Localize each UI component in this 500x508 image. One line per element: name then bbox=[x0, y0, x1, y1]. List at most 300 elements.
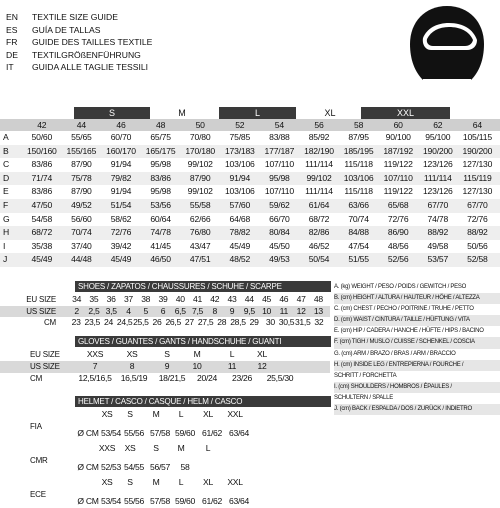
table-cell: 83/86 bbox=[150, 172, 171, 183]
glove-size-cell: L bbox=[229, 349, 235, 359]
table-cell: 79/82 bbox=[110, 172, 132, 183]
shoe-size-cell: 42 bbox=[210, 294, 220, 304]
size-m-label: M bbox=[178, 108, 186, 118]
shoe-size-cell: 39 bbox=[158, 294, 168, 304]
table-cell: 72/76 bbox=[467, 213, 488, 224]
shoe-size-cell: 27 bbox=[184, 317, 194, 327]
glove-size-cell: 23/26 bbox=[231, 373, 252, 383]
shoes-title: SHOES / ZAPATOS / CHAUSSURES / SCHUHE / SCARPE bbox=[75, 281, 331, 292]
lang-code: ES bbox=[6, 24, 18, 35]
table-cell: 187/192 bbox=[383, 145, 414, 156]
shoe-size-cell: 25,5 bbox=[133, 317, 149, 327]
table-cell: 165/175 bbox=[145, 145, 176, 156]
shoe-size-cell: 47 bbox=[296, 294, 306, 304]
table-cell: 74/78 bbox=[150, 227, 171, 238]
table-cell: 99/102 bbox=[187, 186, 213, 197]
size-row-g bbox=[0, 213, 500, 227]
table-cell: 47/50 bbox=[31, 199, 53, 210]
legend-line: B. (cm) HEIGHT / ALTURA / HAUTEUR / HÖHE / ALTEZZA bbox=[334, 293, 500, 304]
shoe-size-cell: 8 bbox=[212, 305, 217, 316]
legend-line: A. (kg) WEIGHT / PESO / POIDS / GEWITCH / PESO bbox=[334, 284, 467, 290]
table-cell: 115/119 bbox=[463, 172, 492, 183]
table-cell: 70/74 bbox=[348, 213, 369, 224]
shoe-size-cell: 48 bbox=[313, 294, 323, 304]
shoe-size-cell: 26 bbox=[152, 317, 162, 327]
lang-title: GUIDA ALLE TAGLIE TESSILI bbox=[32, 62, 149, 72]
row-letter: I bbox=[3, 240, 6, 251]
table-cell: 99/102 bbox=[306, 172, 332, 183]
helmet-size-cell: XS bbox=[124, 443, 136, 453]
glove-size-cell: 18/21,5 bbox=[158, 373, 186, 383]
legend-line: C. (cm) CHEST / PECHO / POITRINE / TRUHE / PETTO bbox=[334, 306, 474, 313]
helmet-size-cell: XXS bbox=[98, 443, 116, 453]
legend-line: J. (cm) BACK / ESPALDA / DOS / ZURÜCK / INDIETRO bbox=[334, 404, 500, 415]
helmet-size-cell: L bbox=[205, 443, 211, 453]
row-letter: G bbox=[3, 213, 10, 224]
table-cell: 86/90 bbox=[387, 227, 409, 238]
shoe-size-cell: 26,5 bbox=[165, 317, 181, 327]
lang-title: GUÍA DE TALLAS bbox=[32, 24, 101, 35]
table-cell: 87/90 bbox=[189, 172, 211, 183]
table-cell: 52/58 bbox=[467, 254, 488, 265]
helmet-size-cell: M bbox=[152, 477, 160, 487]
table-cell: 107/110 bbox=[264, 159, 294, 170]
shoe-size-cell: 13 bbox=[313, 305, 323, 316]
helmet-standard-label: ECE bbox=[30, 489, 46, 499]
row-letter: J bbox=[3, 254, 8, 265]
table-cell: 90/100 bbox=[385, 132, 411, 142]
table-cell: 83/86 bbox=[31, 159, 53, 170]
measurement-legend bbox=[334, 282, 500, 415]
row-letter: D bbox=[3, 172, 10, 183]
table-cell: 99/102 bbox=[187, 159, 213, 170]
table-cell: 84/88 bbox=[348, 227, 369, 238]
helmet-size-cell: XS bbox=[101, 409, 113, 419]
helmet-title: HELMET / CASCO / CASQUE / HELM / CASCO bbox=[75, 396, 331, 407]
helmet-cm-label: Ø CM bbox=[77, 462, 99, 472]
table-cell: 70/74 bbox=[71, 227, 92, 238]
table-cell: 111/114 bbox=[423, 172, 452, 183]
glove-size-cell: 10 bbox=[192, 361, 202, 371]
table-cell: 50/56 bbox=[467, 240, 488, 251]
table-cell: 82/86 bbox=[308, 227, 330, 238]
table-cell: 52/56 bbox=[387, 254, 409, 265]
column-header: 52 bbox=[235, 120, 245, 130]
shoe-size-cell: 3,5 bbox=[105, 305, 117, 316]
helmet-size-row bbox=[0, 477, 330, 489]
size-row-j bbox=[0, 253, 500, 267]
shoe-size-cell: 24 bbox=[103, 317, 113, 327]
table-cell: 72/76 bbox=[387, 213, 409, 224]
helmet-cm-cell: 53/54 bbox=[100, 428, 121, 438]
helmet-size-cell: S bbox=[127, 477, 133, 487]
row-letter: F bbox=[3, 199, 9, 210]
table-cell: 74/78 bbox=[427, 213, 449, 224]
shoe-size-cell: 41 bbox=[193, 294, 202, 304]
shoe-size-cell: 32 bbox=[314, 317, 324, 327]
helmet-cm-cell: 54/55 bbox=[123, 462, 144, 472]
helmet-icon bbox=[405, 2, 489, 84]
shoe-row bbox=[0, 317, 330, 329]
legend-line: H. (cm) INSIDE LEG / ENTREPIERNA / FOURCHE / bbox=[334, 360, 500, 371]
table-cell: 190/200 bbox=[422, 145, 453, 156]
table-cell: 185/195 bbox=[343, 145, 374, 156]
glove-size-cell: XXS bbox=[86, 349, 104, 359]
size-s-label: S bbox=[74, 107, 150, 119]
column-header: 62 bbox=[433, 120, 443, 130]
table-cell: 155/165 bbox=[66, 145, 97, 156]
shoe-size-cell: 45 bbox=[262, 294, 272, 304]
table-cell: 44/48 bbox=[71, 254, 92, 265]
table-cell: 49/53 bbox=[269, 254, 290, 265]
helmet-size-cell: S bbox=[153, 443, 159, 453]
helmet-cm-cell: 61/62 bbox=[201, 428, 222, 438]
table-cell: 49/52 bbox=[71, 199, 92, 210]
table-cell: 55/65 bbox=[71, 132, 92, 142]
table-cell: 50/54 bbox=[308, 254, 330, 265]
lang-code: DE bbox=[6, 49, 18, 60]
shoe-row-label: CM bbox=[43, 318, 56, 327]
helmet-size-cell: M bbox=[152, 409, 160, 419]
shoe-size-cell: 11 bbox=[279, 305, 288, 316]
table-cell: 56/60 bbox=[71, 213, 92, 224]
table-cell: 160/170 bbox=[106, 145, 136, 156]
table-cell: 95/98 bbox=[150, 159, 171, 170]
shoe-size-cell: 23 bbox=[71, 317, 81, 327]
glove-size-cell: XS bbox=[126, 349, 138, 359]
size-row-a bbox=[0, 131, 500, 145]
table-cell: 51/54 bbox=[110, 199, 132, 210]
table-cell: 190/200 bbox=[462, 145, 493, 156]
helmet-standard-label: FIA bbox=[30, 421, 42, 431]
table-cell: 83/86 bbox=[31, 186, 53, 197]
table-cell: 60/70 bbox=[110, 132, 132, 142]
shoe-size-cell: 10 bbox=[262, 305, 272, 316]
column-header: 44 bbox=[76, 120, 86, 130]
helmet-cm-cell: 59/60 bbox=[174, 428, 195, 438]
table-cell: 95/98 bbox=[150, 186, 171, 197]
glove-size-cell: 16,5/19 bbox=[120, 373, 148, 383]
helmet-cm-cell: 58 bbox=[180, 462, 190, 472]
table-cell: 83/88 bbox=[269, 132, 290, 142]
table-cell: 91/94 bbox=[110, 159, 132, 170]
table-cell: 39/42 bbox=[110, 240, 132, 251]
table-cell: 103/106 bbox=[343, 172, 374, 183]
helmet-cm-cell: 57/58 bbox=[149, 428, 170, 438]
table-cell: 88/92 bbox=[467, 227, 488, 238]
shoe-size-cell: 44 bbox=[244, 294, 254, 304]
size-grid bbox=[0, 119, 500, 267]
helmet-cm-cell: 55/56 bbox=[123, 496, 144, 506]
size-xl-label: XL bbox=[324, 108, 336, 118]
helmet-cm-label: Ø CM bbox=[77, 496, 99, 506]
table-cell: 87/90 bbox=[71, 159, 92, 170]
shoe-size-cell: 27,5 bbox=[197, 317, 214, 327]
size-label-bar bbox=[0, 107, 500, 119]
table-cell: 58/62 bbox=[110, 213, 132, 224]
glove-row bbox=[0, 373, 330, 385]
helmet-size-cell: XL bbox=[203, 477, 213, 487]
table-cell: 45/50 bbox=[269, 240, 290, 251]
shoe-size-cell: 31,5 bbox=[294, 317, 311, 327]
glove-size-cell: 12 bbox=[257, 361, 267, 371]
table-cell: 107/110 bbox=[264, 186, 294, 197]
table-cell: 76/80 bbox=[189, 227, 211, 238]
column-header: 58 bbox=[354, 120, 364, 130]
row-letter: B bbox=[3, 145, 9, 156]
table-cell: 87/90 bbox=[71, 186, 92, 197]
lang-row-es bbox=[6, 24, 266, 37]
helmet-cm-cell: 57/58 bbox=[149, 496, 170, 506]
legend-line: G. (cm) ARM / BRAZO / BRAS / ARM / BRACCIO bbox=[334, 350, 456, 357]
table-cell: 61/64 bbox=[308, 199, 330, 210]
size-row-i bbox=[0, 240, 500, 254]
shoe-size-cell: 2 bbox=[74, 305, 79, 316]
lang-title: GUIDE DES TAILLES TEXTILE bbox=[32, 37, 153, 47]
table-cell: 67/70 bbox=[467, 199, 488, 210]
table-cell: 127/130 bbox=[462, 186, 493, 197]
table-cell: 80/84 bbox=[269, 227, 290, 238]
glove-size-cell: 7 bbox=[92, 361, 98, 371]
legend-line: SCHULTERN / SPALLE bbox=[334, 394, 393, 401]
lang-title: TEXTILE SIZE GUIDE bbox=[32, 12, 118, 22]
table-cell: 170/180 bbox=[185, 145, 216, 156]
shoe-row-label: EU SIZE bbox=[26, 295, 56, 304]
glove-size-cell: 9 bbox=[164, 361, 170, 371]
table-cell: 103/106 bbox=[224, 159, 255, 170]
table-cell: 71/74 bbox=[31, 172, 53, 183]
table-cell: 182/190 bbox=[304, 145, 334, 156]
glove-row-label: EU SIZE bbox=[30, 350, 60, 359]
table-cell: 50/60 bbox=[31, 132, 53, 142]
glove-row-label: CM bbox=[30, 374, 43, 383]
glove-row bbox=[0, 349, 330, 361]
column-header: 46 bbox=[116, 120, 126, 130]
helmet-size-cell: M bbox=[177, 443, 185, 453]
helmet-size-cell: XL bbox=[203, 409, 213, 419]
table-cell: 95/100 bbox=[425, 132, 451, 142]
table-cell: 35/38 bbox=[31, 240, 53, 251]
shoe-size-cell: 46 bbox=[279, 294, 289, 304]
table-cell: 85/92 bbox=[308, 132, 330, 142]
helmet-cm-row bbox=[0, 462, 330, 474]
size-xxl-label: XXL bbox=[361, 107, 450, 119]
glove-size-cell: M bbox=[193, 349, 201, 359]
shoe-size-cell: 43 bbox=[227, 294, 237, 304]
legend-line: F. (cm) TIGH / MUSLO / CUISSE / SCHENKEL / COSCIA bbox=[334, 337, 500, 348]
size-row-h bbox=[0, 226, 500, 240]
table-cell: 75/85 bbox=[229, 132, 251, 142]
helmet-cm-cell: 53/54 bbox=[100, 496, 121, 506]
glove-row-label: US SIZE bbox=[30, 362, 60, 371]
table-cell: 47/51 bbox=[189, 254, 211, 265]
shoe-row bbox=[0, 306, 330, 318]
legend-line: I. (cm) SHOULDERS / HOMBROS / ÉPAULES / bbox=[334, 382, 500, 393]
shoe-size-cell: 6,5 bbox=[174, 305, 186, 316]
table-cell: 45/49 bbox=[110, 254, 132, 265]
table-cell: 41/45 bbox=[150, 240, 171, 251]
glove-size-cell: 8 bbox=[129, 361, 135, 371]
shoe-size-cell: 5 bbox=[143, 305, 148, 316]
table-cell: 111/114 bbox=[305, 186, 333, 197]
table-cell: 46/52 bbox=[308, 240, 330, 251]
table-cell: 43/47 bbox=[189, 240, 211, 251]
helmet-cm-label: Ø CM bbox=[77, 428, 99, 438]
lang-row-it bbox=[6, 61, 266, 74]
helmet-size-cell: S bbox=[127, 409, 133, 419]
shoe-size-cell: 4 bbox=[126, 305, 131, 316]
table-cell: 105/115 bbox=[462, 132, 492, 142]
gloves-title: GLOVES / GUANTES / GANTS / HANDSCHUHE / GUANTI bbox=[75, 336, 331, 347]
helmet-cm-row bbox=[0, 496, 330, 508]
size-row-e bbox=[0, 185, 500, 199]
column-header: 56 bbox=[314, 120, 324, 130]
lang-code: FR bbox=[6, 37, 18, 47]
legend-line: D. (cm) WAIST / CINTURA / TAILLE / HÜFTUNG / VITA bbox=[334, 315, 500, 326]
table-cell: 115/118 bbox=[344, 186, 373, 197]
size-row-d bbox=[0, 172, 500, 186]
table-cell: 46/50 bbox=[150, 254, 171, 265]
legend-line: E. (cm) HIP / CADERA / HANCHE / HÜFTE / HIPS / BACINO bbox=[334, 328, 484, 335]
table-cell: 119/122 bbox=[383, 159, 413, 170]
helmet-size-row bbox=[0, 443, 330, 455]
lang-title: TEXTILGRÖßENFÜHRUNG bbox=[32, 49, 141, 60]
table-cell: 49/58 bbox=[427, 240, 449, 251]
table-cell: 177/187 bbox=[264, 145, 295, 156]
lang-code: IT bbox=[6, 62, 14, 72]
shoe-size-cell: 37 bbox=[123, 294, 133, 304]
table-cell: 67/70 bbox=[427, 199, 449, 210]
column-header-row bbox=[0, 119, 500, 131]
column-header: 54 bbox=[274, 120, 284, 130]
row-letter: C bbox=[3, 159, 10, 170]
shoe-size-cell: 30 bbox=[265, 317, 275, 327]
table-cell: 64/68 bbox=[229, 213, 251, 224]
shoe-size-cell: 34 bbox=[72, 294, 82, 304]
table-cell: 75/78 bbox=[71, 172, 92, 183]
glove-size-cell: 25,5/30 bbox=[266, 373, 294, 383]
column-header: 42 bbox=[37, 120, 47, 130]
shoe-size-cell: 23,5 bbox=[84, 317, 101, 327]
shoe-size-cell: 28 bbox=[217, 317, 227, 327]
shoe-size-cell: 36 bbox=[106, 294, 116, 304]
table-cell: 45/49 bbox=[31, 254, 53, 265]
shoe-size-cell: 35 bbox=[89, 294, 99, 304]
helmet-cm-row bbox=[0, 428, 330, 440]
glove-size-cell: XL bbox=[257, 349, 267, 359]
table-cell: 91/94 bbox=[110, 186, 132, 197]
lang-row-en bbox=[6, 11, 266, 24]
helmet-standard-label: CMR bbox=[30, 455, 48, 465]
table-cell: 68/72 bbox=[31, 227, 53, 238]
table-cell: 45/49 bbox=[229, 240, 251, 251]
table-cell: 53/56 bbox=[150, 199, 171, 210]
table-cell: 72/76 bbox=[110, 227, 132, 238]
table-cell: 47/54 bbox=[348, 240, 369, 251]
shoe-row-label: US SIZE bbox=[26, 306, 56, 316]
helmet-cm-cell: 59/60 bbox=[174, 496, 195, 506]
table-cell: 115/118 bbox=[344, 159, 373, 170]
size-table bbox=[0, 107, 500, 265]
shoe-size-cell: 9,5 bbox=[243, 305, 255, 316]
column-header: 50 bbox=[195, 120, 205, 130]
shoe-size-cell: 7,5 bbox=[191, 305, 204, 316]
shoe-size-cell: 24,5 bbox=[116, 317, 133, 327]
shoe-size-cell: 38 bbox=[141, 294, 151, 304]
table-cell: 48/56 bbox=[387, 240, 409, 251]
title-block bbox=[6, 11, 266, 74]
column-header: 64 bbox=[472, 120, 482, 130]
glove-size-cell: 12,5/16,5 bbox=[78, 373, 112, 383]
lang-code: EN bbox=[6, 12, 18, 22]
table-cell: 91/94 bbox=[229, 172, 251, 183]
row-letter: E bbox=[3, 186, 9, 197]
glove-row bbox=[0, 361, 330, 373]
table-cell: 63/66 bbox=[348, 199, 369, 210]
column-header: 48 bbox=[156, 120, 166, 130]
lang-row-de bbox=[6, 49, 266, 62]
table-cell: 119/122 bbox=[383, 186, 413, 197]
shoe-row bbox=[0, 294, 330, 306]
table-cell: 103/106 bbox=[224, 186, 255, 197]
table-cell: 57/60 bbox=[229, 199, 251, 210]
helmet-cm-cell: 63/64 bbox=[228, 428, 249, 438]
helmet-size-cell: L bbox=[178, 477, 184, 487]
helmet-cm-cell: 52/53 bbox=[100, 462, 121, 472]
shoe-size-cell: 40 bbox=[175, 294, 185, 304]
shoe-size-cell: 29 bbox=[249, 317, 259, 327]
lang-row-fr bbox=[6, 36, 266, 49]
helmet-size-cell: L bbox=[178, 409, 184, 419]
shoe-size-cell: 28,5 bbox=[230, 317, 246, 327]
helmet-size-cell: XS bbox=[101, 477, 113, 487]
helmet-cm-cell: 63/64 bbox=[228, 496, 249, 506]
table-cell: 51/55 bbox=[348, 254, 369, 265]
helmet-size-row bbox=[0, 409, 330, 421]
glove-size-cell: 11 bbox=[227, 361, 237, 371]
table-cell: 54/58 bbox=[31, 213, 53, 224]
table-cell: 78/82 bbox=[229, 227, 251, 238]
table-cell: 65/75 bbox=[150, 132, 171, 142]
shoe-size-cell: 30,5 bbox=[278, 317, 295, 327]
table-cell: 59/62 bbox=[269, 199, 290, 210]
helmet-size-cell: XXL bbox=[227, 477, 243, 487]
shoe-size-cell: 12 bbox=[296, 305, 306, 316]
table-cell: 95/98 bbox=[269, 172, 290, 183]
table-cell: 150/160 bbox=[26, 145, 57, 156]
table-cell: 111/114 bbox=[305, 159, 333, 170]
column-header: 60 bbox=[393, 120, 403, 130]
table-cell: 53/57 bbox=[427, 254, 449, 265]
helmet-cm-cell: 56/57 bbox=[149, 462, 170, 472]
shoe-size-cell: 2,5 bbox=[88, 305, 100, 316]
table-cell: 107/110 bbox=[383, 172, 413, 183]
table-cell: 173/183 bbox=[224, 145, 255, 156]
table-cell: 37/40 bbox=[71, 240, 92, 251]
size-row-f bbox=[0, 199, 500, 213]
table-cell: 127/130 bbox=[462, 159, 493, 170]
table-cell: 48/52 bbox=[229, 254, 251, 265]
size-l-label: L bbox=[219, 107, 296, 119]
shoe-size-cell: 9 bbox=[229, 305, 235, 316]
table-cell: 70/80 bbox=[189, 132, 211, 142]
size-row-c bbox=[0, 158, 500, 172]
row-letter: H bbox=[3, 227, 10, 238]
helmet-cm-cell: 55/56 bbox=[123, 428, 144, 438]
table-cell: 88/92 bbox=[427, 227, 449, 238]
legend-line: SCHRITT / FORCHETTA bbox=[334, 372, 397, 379]
table-cell: 87/95 bbox=[348, 132, 369, 142]
